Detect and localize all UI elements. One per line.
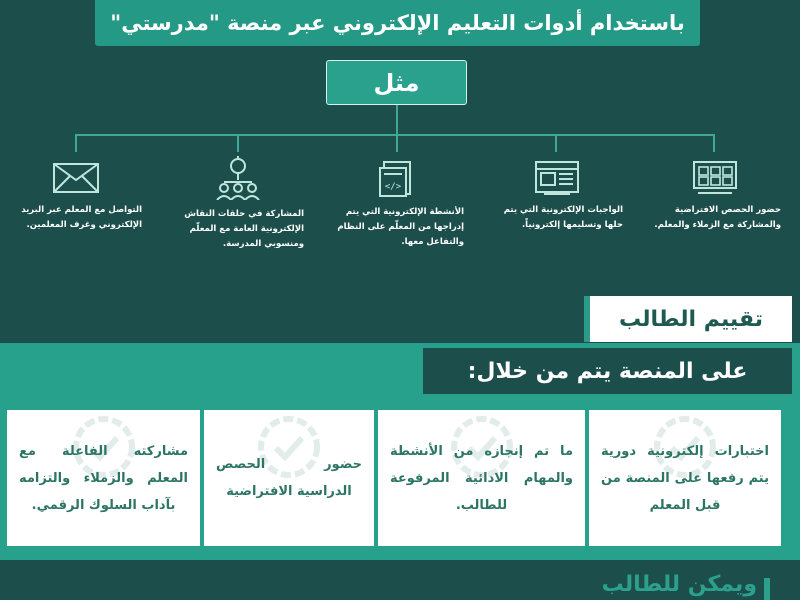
heading-accent-bar bbox=[764, 578, 770, 600]
example-label: مثل bbox=[373, 68, 420, 97]
svg-text:</>: </> bbox=[384, 182, 402, 192]
envelope-icon bbox=[52, 160, 100, 196]
example-label-box bbox=[326, 60, 467, 105]
tool-homework-text: الواجبات الإلكترونية التي يتم حلها وتسليمها إلكترونياً. bbox=[503, 205, 623, 230]
evaluation-card bbox=[589, 410, 781, 546]
connector-branch bbox=[75, 134, 77, 152]
tool-homework bbox=[487, 160, 627, 233]
page-title-banner bbox=[95, 0, 700, 46]
evaluation-card-text: مشاركته الفاعلة مع المعلم والزملاء والتزامه بآداب السلوك الرقمي. bbox=[19, 443, 188, 513]
evaluation-card bbox=[378, 410, 585, 546]
evaluation-card-text: اختبارات إلكترونية دورية يتم رفعها على المنصة من قبل المعلم bbox=[601, 443, 769, 513]
evaluation-card bbox=[7, 410, 200, 546]
tool-email-text: التواصل مع المعلم عبر البريد الإلكتروني وغرف المعلمين. bbox=[21, 205, 142, 230]
evaluation-card-text: ما تم إنجازه من الأنشطة والمهام الادائية المرفوعة للطالب. bbox=[390, 443, 573, 513]
tool-virtual-classes bbox=[645, 160, 785, 233]
partial-heading: ويمكن للطالب bbox=[601, 572, 757, 597]
connector-branch bbox=[555, 134, 557, 152]
connector-branch bbox=[396, 134, 398, 152]
tool-discussion-text: المشاركة في حلقات النقاش الإلكترونية العامة مع المعلّم ومنسوبي المدرسة. bbox=[184, 209, 304, 249]
discussion-group-icon bbox=[214, 156, 262, 200]
evaluation-title: تقييم الطالب bbox=[619, 306, 764, 332]
evaluation-subtitle-box bbox=[423, 348, 792, 394]
connector-branch bbox=[237, 134, 239, 152]
tool-activities-text: الأنشطة الإلكترونية التي يتم إدراجها من المعلّم على النظام والتفاعل معها. bbox=[337, 207, 464, 247]
evaluation-card bbox=[204, 410, 374, 546]
tool-discussion bbox=[168, 156, 308, 252]
tool-virtual-classes-text: حضور الحصص الافتراضية والمشاركة مع الزملاء والمعلم. bbox=[654, 205, 781, 230]
tool-activities bbox=[328, 160, 468, 250]
connector-trunk bbox=[396, 105, 398, 135]
connector-horizontal bbox=[75, 134, 715, 136]
browser-window-icon bbox=[534, 160, 580, 196]
evaluation-card-text: حضور الحصص الدراسية الافتراضية bbox=[216, 457, 362, 499]
page-title: باستخدام أدوات التعليم الإلكتروني عبر منصة "مدرستي" bbox=[110, 11, 685, 35]
evaluation-subtitle: على المنصة يتم من خلال: bbox=[467, 358, 748, 384]
connector-branch bbox=[713, 134, 715, 152]
evaluation-title-box bbox=[584, 296, 792, 342]
code-document-icon bbox=[378, 160, 418, 198]
virtual-classroom-icon bbox=[692, 160, 738, 196]
tool-email bbox=[6, 160, 146, 233]
